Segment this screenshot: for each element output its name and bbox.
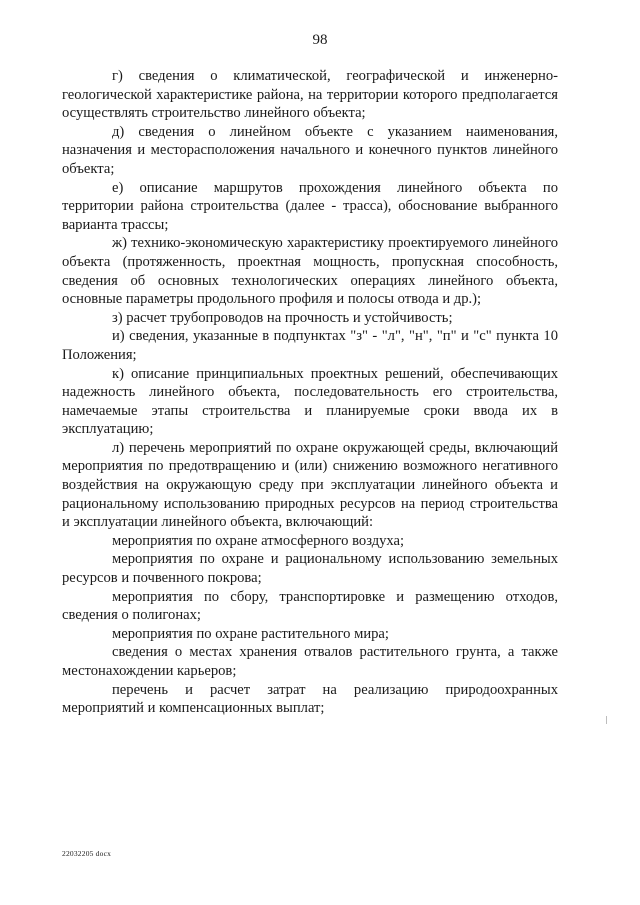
list-item-air-protection: мероприятия по охране атмосферного воздуха; xyxy=(112,532,405,549)
paragraph-k-design-solutions: к) описание принципиальных проектных решений, обеспечивающих надежность линейного объекта, последовательность его строительства, намечаемые этапы строительства и планируемые сроки ввода их в эксплуатацию; xyxy=(62,365,558,438)
list-item-cost-calculation: перечень и расчет затрат на реализацию природоохранных мероприятий и компенсационных выплат; xyxy=(62,681,558,717)
document-body xyxy=(62,67,558,718)
footer-file-code: 22032205 docx xyxy=(62,849,112,858)
list-item-soil-dumps: сведения о местах хранения отвалов растительного грунта, а также местонахождении карьеров; xyxy=(62,644,558,679)
paragraph-d-linear-object-info: д) сведения о линейном объекте с указанием наименования, назначения и месторасположения начального и конечного пунктов линейного объекта; xyxy=(62,123,558,177)
paragraph-zh-technical-economic: ж) технико-экономическую характеристику проектируемого линейного объекта (протяженность, проектная мощность, пропускная способность, сведения об основных технологических операциях линейного объекта, основные параметры продольного профиля и полосы отвода и др.); xyxy=(62,235,558,308)
list-item-land-resources: мероприятия по охране и рациональному использованию земельных ресурсов и почвенного покрова; xyxy=(62,551,558,587)
paragraph-z-pipeline-calculation: з) расчет трубопроводов на прочность и устойчивость; xyxy=(112,309,453,326)
paragraph-e-route-description: е) описание маршрутов прохождения линейного объекта по территории района строительства (далее - трасса), обоснование выбранного варианта трассы; xyxy=(62,179,558,233)
list-item-plant-protection: мероприятия по охране растительного мира; xyxy=(112,625,389,642)
paragraph-l-environmental-measures: л) перечень мероприятий по охране окружающей среды, включающий мероприятия по предотвращению и (или) снижению возможного негативного воздействия на окружающую среду при эксплуатации линейного объекта и рациональному использованию природных ресурсов на период строительства и эксплуатации линейного объекта, включающий: xyxy=(62,439,558,531)
scan-mark xyxy=(606,716,607,724)
paragraph-i-subclause-reference: и) сведения, указанные в подпунктах "з" - "л", "н", "п" и "с" пункта 10 Положения; xyxy=(62,328,558,363)
page-number: 98 xyxy=(312,32,328,48)
paragraph-g-climate-info: г) сведения о климатической, географической и инженерно-геологической характеристике района, на территории которого предполагается осуществлять строительство линейного объекта; xyxy=(62,68,558,122)
list-item-waste-handling: мероприятия по сбору, транспортировке и размещению отходов, сведения о полигонах; xyxy=(62,588,558,624)
